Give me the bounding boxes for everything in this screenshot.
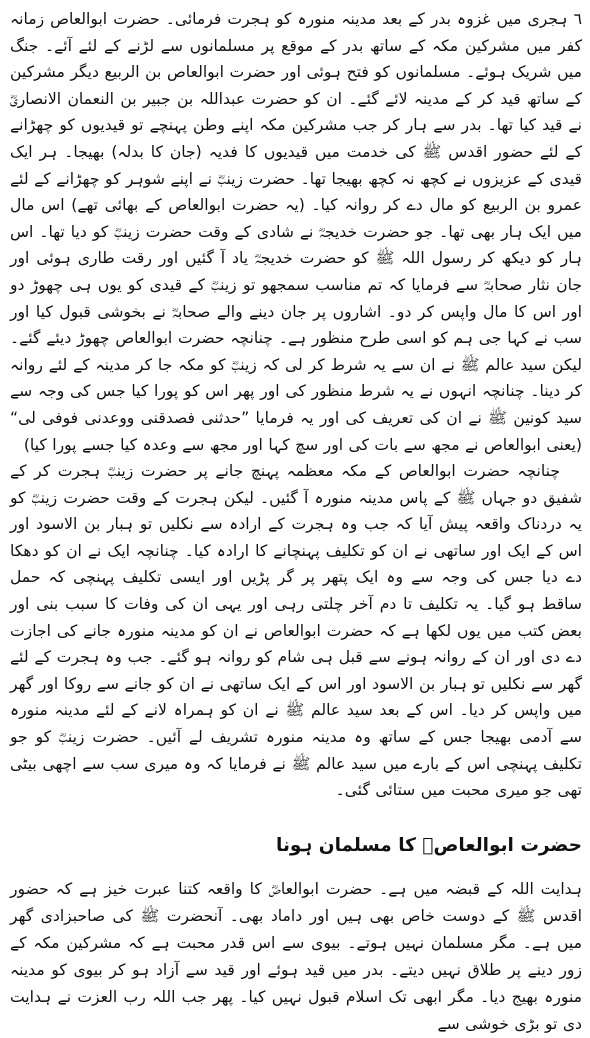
section-hijrat-zainab — [10, 6, 582, 804]
section-heading: حضرت ابوالعاصؓ کا مسلمان ہونا — [276, 834, 582, 856]
paragraph-1: ٦ ہجری میں غزوہ بدر کے بعد مدینہ منورہ کو ہجرت فرمائی۔ حضرت ابوالعاص زمانہ کفر میں مشرکین مکہ کے ساتھ بدر کے موقع پر مسلمانوں سے لڑنے کے لئے آئے۔ جنگ میں شریک ہوئے۔ مسلمانوں کو فتح ہوئی اور حضرت ابوالعاص بن الربیع دیگر مشرکین کے ساتھ قید کر کے مدینہ لائے گئے۔ ان کو حضرت عبداللہ بن جبیر بن النعمان الانصاریؓ نے قید کیا تھا۔ بدر سے ہار کر جب مشرکین مکہ اپنے وطن پہنچے تو قیدیوں کو چھڑانے کے لئے حضور اقدس ﷺ کی خدمت میں قیدیوں کا فدیہ (جان کا بدلہ) بھیجا۔ ہر ایک قیدی کے عزیزوں نے کچھ نہ کچھ بھیجا تھا۔ حضرت زینبؓ نے اپنے شوہر کو چھڑانے کے لئے عمرو بن الربیع کو مال دے کر روانہ کیا۔ (یہ حضرت ابوالعاص کے بھائی تھے) اس مال میں ایک ہار بھی تھا۔ جو حضرت خدیجہؓ نے شادی کے وقت حضرت زینبؓ کو دیا تھا۔ اس ہار کو دیکھ کر رسول اللہ ﷺ کو حضرت خدیجہؓ یاد آ گئیں اور رقت طاری ہوئی اور جان نثار صحابہؓ سے فرمایا کہ تم مناسب سمجھو تو زینبؓ کے قیدی کو یوں ہی چھوڑ دو اور اس کا مال واپس کر دو۔ اشاروں پر جان دینے والے صحابہؓ نے بخوشی قبول کیا اور سب نے کہا جی ہم کو اسی طرح منظور ہے۔ چنانچہ حضرت ابوالعاص چھوڑ دیئے گئے۔ لیکن سید عالم ﷺ نے ان سے یہ شرط کر لی کہ زینبؓ کو مکہ جا کر مدینہ کے لئے روانہ کر دینا۔ چنانچہ انہوں نے یہ شرط منظور کی اور پھر اس کو پورا کیا جس کی وجہ سے سید کونین ﷺ نے ان کی تعریف کی اور یہ فرمایا ”حدثنی فصدقنی ووعدنی فوفی لی“ (یعنی ابوالعاص نے مجھ سے بات کی اور سچ کہا اور مجھ سے وعدہ کیا جسے پورا کیا) — [10, 10, 582, 454]
paragraph-2: چنانچہ حضرت ابوالعاص کے مکہ معظمہ پہنچ جانے پر حضرت زینبؓ ہجرت کر کے شفیق دو جہاں ﷺ کے پاس مدینہ منورہ آ گئیں۔ لیکن ہجرت کے وقت حضرت زینبؓ کو یہ دردناک واقعہ پیش آیا کہ جب وہ ہجرت کے ارادہ سے نکلیں تو ہبار بن الاسود اور اس کے ایک اور ساتھی نے ان کو تکلیف پہنچانے کا ارادہ کیا۔ چنانچہ ایک نے ان کو دھکا دے دیا جس کی وجہ سے وہ ایک پتھر پر گر پڑیں اور ایسی تکلیف پہنچی کہ حمل ساقط ہو گیا۔ یہ تکلیف تا دم آخر چلتی رہی اور یہی ان کی وفات کا سبب بنی اور بعض کتب میں یوں لکھا ہے کہ حضرت ابوالعاص نے ان کو مدینہ منورہ جانے کی اجازت دے دی اور ان کے روانہ ہونے سے قبل ہی شام کو روانہ ہو گئے۔ جب وہ ہجرت کے لئے گھر سے نکلیں تو ہبار بن الاسود اور اس کے ایک ساتھی نے ان کو جانے سے روکا اور گھر میں واپس کر دیا۔ اس کے بعد سید عالم ﷺ نے ان کو ہمراہ لانے کے لئے مدینہ منورہ سے آدمی بھیجا جس کے ساتھ وہ مدینہ منورہ تشریف لے آئیں۔ حضرت زینبؓ کو جو تکلیف پہنچی اس کے بارے میں سید عالم ﷺ نے فرمایا کہ وہ میری سب سے اچھی بیٹی تھی جو میری محبت میں ستائی گئی۔ — [10, 462, 582, 800]
paragraph-3: ہدایت اللہ کے قبضہ میں ہے۔ حضرت ابوالعاصؓ کا واقعہ کتنا عبرت خیز ہے کہ حضور اقدس ﷺ کے دوست خاص بھی ہیں اور داماد بھی۔ آنحضرت ﷺ کی صاحبزادی گھر میں ہے۔ مگر مسلمان نہیں ہوتے۔ بیوی سے اس قدر محبت ہے کہ مشرکین مکہ کے زور دینے پر طلاق نہیں دیتے۔ بدر میں قید ہوئے اور قید سے آزاد ہو کر بیوی کو مدینہ منورہ بھیج دیا۔ مگر ابھی تک اسلام قبول نہیں کیا۔ پھر جب اللہ رب العزت نے ہدایت دی تو بڑی خوشی سے — [10, 879, 582, 1033]
section-abul-aas-islam — [10, 832, 582, 1038]
